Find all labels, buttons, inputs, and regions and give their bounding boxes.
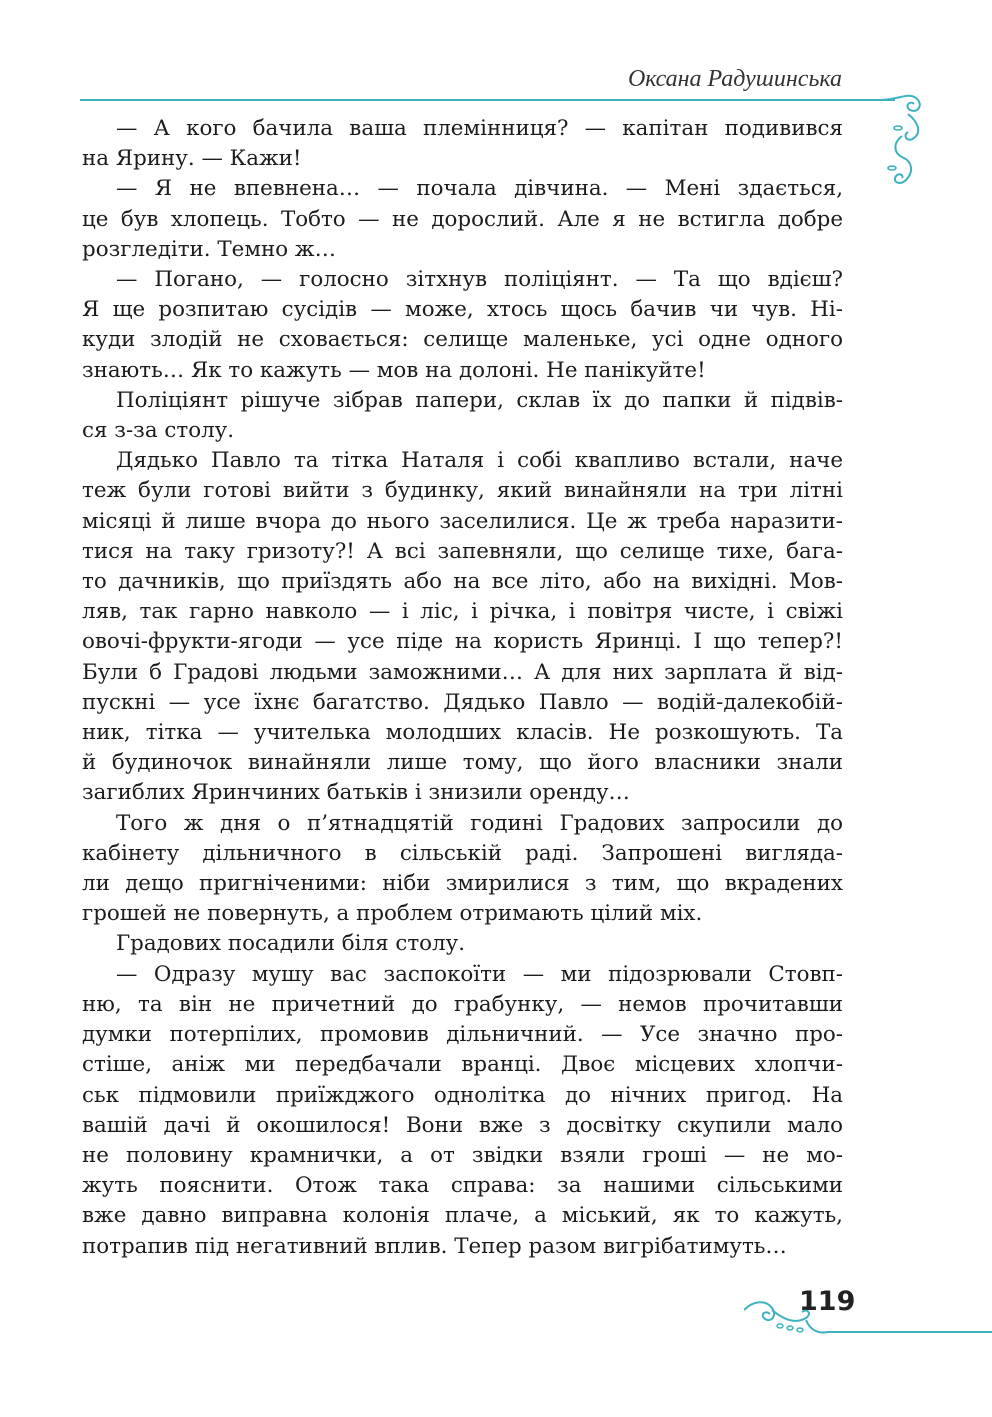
text-line: куди злодій не сховається: селище маленьке, усі одне одного [82,327,843,353]
text-line: овочі-фрукти-ягоди — усе піде на користь Яринці. І що тепер?! [82,629,843,655]
swirl-ornament-icon [878,88,928,198]
text-line: місяці й лише вчора до нього заселилися. Це ж треба наразити- [82,508,843,534]
text-line: грошей не повернуть, а проблем отримають цілий міх. [82,901,703,927]
text-line: — Я не впевнена… — почала дівчина. — Мені здається, [116,176,843,202]
header-rule [80,99,895,101]
text-body [82,114,843,1262]
text-line: Були б Градові людьми заможними… А для них зарплата й від- [82,659,843,685]
text-line: ник, тітка — учителька молодших класів. Не розкошують. Та [82,720,843,746]
text-line: жуть пояснити. Отож така справа: за нашими сільськими [82,1173,843,1199]
text-line: Я ще розпитаю сусідів — може, хтось щось бачив чи чув. Ні- [82,297,843,323]
paragraph [82,174,843,265]
text-line: то дачників, що приїздять або на все літо, або на вихідні. Мов- [82,569,843,595]
paragraph [82,446,843,808]
text-line: — А кого бачила ваша племінниця? — капітан подивився [116,116,843,141]
text-line: думки потерпілих, промовив дільничний. — Усе значно про- [82,1022,843,1048]
text-line: теж були готові вийти з будинку, який винайняли на три літні [82,478,843,504]
text-line: знають… Як то кажуть — мов на долоні. Не панікуйте! [82,357,706,383]
text-line: ню, та він не причетний до грабунку, — немов прочитавши [82,991,843,1017]
text-line: потрапив під негативний вплив. Тепер разом вигрібатимуть… [82,1233,787,1259]
text-line: вашій дачі й окошилося! Вони вже з досвітку скупили мало [82,1112,843,1138]
text-line: кабінету дільничного в сільській раді. Запрошені вигляда- [82,840,843,866]
running-header-author: Оксана Радушинська [627,66,842,92]
text-line: — Одразу мушу вас заспокоїти — ми підозрювали Стовп- [116,961,843,987]
swirl-footer-ornament-icon [744,1296,992,1340]
text-line: ляв, так гарно навколо — і ліс, і річка, і повітря чисте, і свіжі [82,599,843,625]
text-line: пускні — усе їхнє багатство. Дядько Павло — водій-далекобій- [82,689,843,715]
paragraph [82,960,843,1262]
text-line: Того ж дня о п’ятнадцятій годині Градових запросили до [116,810,843,836]
paragraph [82,265,843,386]
text-line: Поліціянт рішуче зібрав папери, склав їх до папки й підвів- [116,387,843,413]
text-line: вже давно виправна колонія плаче, а міський, як то кажуть, [82,1203,843,1229]
paragraph [82,809,843,930]
text-line: ськ підмовили приїжджого однолітка до нічних пригод. На [82,1082,843,1108]
text-line: Дядько Павло та тітка Наталя і собі квапливо встали, наче [116,448,843,474]
paragraph [82,386,843,446]
text-line: стіше, аніж ми передбачали вранці. Двоє місцевих хлопчи- [82,1052,843,1078]
text-line: — Погано, — голосно зітхнув поліціянт. — Та що вдієш? [116,267,843,293]
paragraph [82,929,843,959]
text-line: Градових посадили біля столу. [116,931,466,957]
text-line: тися на таку гризоту?! А всі запевняли, що селище тихе, бага- [82,538,843,564]
page-number: 119 [799,1286,856,1317]
text-line: ся з-за столу. [82,418,235,444]
text-line: розгледіти. Темно ж… [82,236,336,262]
text-line: це був хлопець. Тобто — не дорослий. Але я не встигла добре [82,206,843,232]
text-line: загиблих Яринчиних батьків і знизили оренду… [82,780,630,806]
text-line: на Ярину. — Кажи! [82,146,302,172]
paragraph [82,114,843,174]
text-line: не половину крамнички, а от звідки взяли гроші — не мо- [82,1142,843,1168]
text-line: й будиночок винайняли лише тому, що його власники знали [82,750,843,776]
text-line: ли дещо пригніченими: ніби змирилися з тим, що вкрадених [82,871,843,897]
